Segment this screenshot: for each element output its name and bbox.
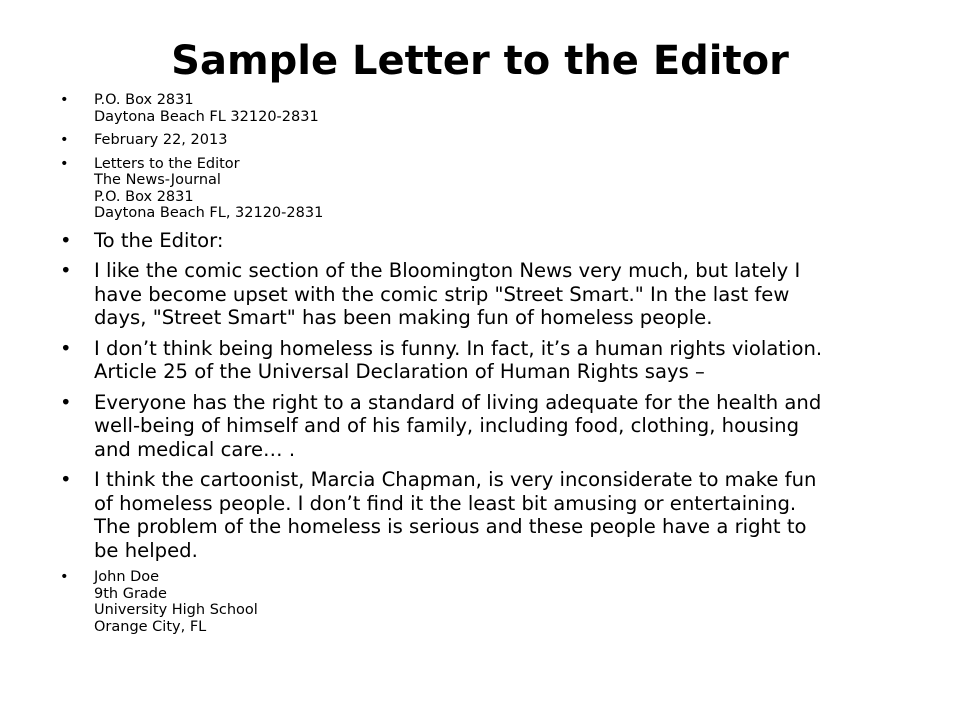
bullet-dot: •	[60, 155, 69, 172]
bullet-text-line: I don’t think being homeless is funny. In fact, it’s a human rights violation.	[94, 336, 823, 360]
bullet-text-line: days, "Street Smart" has been making fun of homeless people.	[94, 306, 713, 329]
bullet-text-line: To the Editor:	[94, 228, 224, 252]
bullet-text-line: February 22, 2013	[94, 132, 228, 148]
bullet-text-line: Letters to the Editor	[94, 155, 240, 172]
bullet-text-line: Everyone has the right to a standard of living adequate for the health and	[94, 390, 822, 414]
bullet-paragraph-2	[60, 337, 920, 384]
bullet-list	[60, 92, 920, 642]
bullet-text-line: of homeless people. I don’t find it the least bit amusing or entertaining.	[94, 491, 797, 515]
bullet-text-line: I think the cartoonist, Marcia Chapman, is very inconsiderate to make fun	[94, 468, 817, 491]
bullet-text-line: I like the comic section of the Bloomington News very much, but lately I	[94, 259, 801, 282]
bullet-paragraph-1	[60, 259, 920, 330]
bullet-text-line: University High School	[94, 602, 258, 618]
bullet-text-line: John Doe	[94, 569, 160, 585]
slide-title: Sample Letter to the Editor	[171, 38, 789, 84]
bullet-text-line: Daytona Beach FL 32120-2831	[94, 108, 319, 125]
bullet-signature	[60, 569, 920, 635]
bullet-text-line: have become upset with the comic strip "Street Smart." In the last few	[94, 282, 790, 306]
bullet-salutation	[60, 229, 920, 253]
bullet-dot: •	[60, 468, 72, 491]
bullet-dot: •	[60, 336, 72, 360]
bullet-text-line: 9th Grade	[94, 585, 167, 602]
bullet-text-line: The problem of the homeless is serious and these people have a right to	[94, 515, 807, 538]
bullet-quote	[60, 391, 920, 462]
bullet-text-line: well-being of himself and of his family, including food, clothing, housing	[94, 414, 800, 437]
bullet-text-line: be helped.	[94, 538, 198, 562]
bullet-text-line: Article 25 of the Universal Declaration of Human Rights says –	[94, 360, 705, 383]
bullet-dot: •	[60, 390, 72, 414]
bullet-paragraph-3	[60, 468, 920, 562]
bullet-text-line: and medical care… .	[94, 437, 296, 461]
bullet-dot: •	[60, 92, 69, 108]
bullet-recipient-address	[60, 156, 920, 222]
bullet-return-address	[60, 92, 920, 125]
bullet-dot: •	[60, 228, 72, 252]
bullet-text-line: Orange City, FL	[94, 618, 207, 635]
bullet-dot: •	[60, 132, 69, 148]
bullet-text-line: P.O. Box 2831	[94, 92, 194, 108]
bullet-text-line: P.O. Box 2831	[94, 188, 194, 205]
bullet-date	[60, 132, 920, 149]
bullet-text-line: The News-Journal	[94, 172, 221, 188]
bullet-dot: •	[60, 259, 72, 282]
bullet-dot: •	[60, 569, 69, 585]
bullet-text-line: Daytona Beach FL, 32120-2831	[94, 205, 324, 221]
